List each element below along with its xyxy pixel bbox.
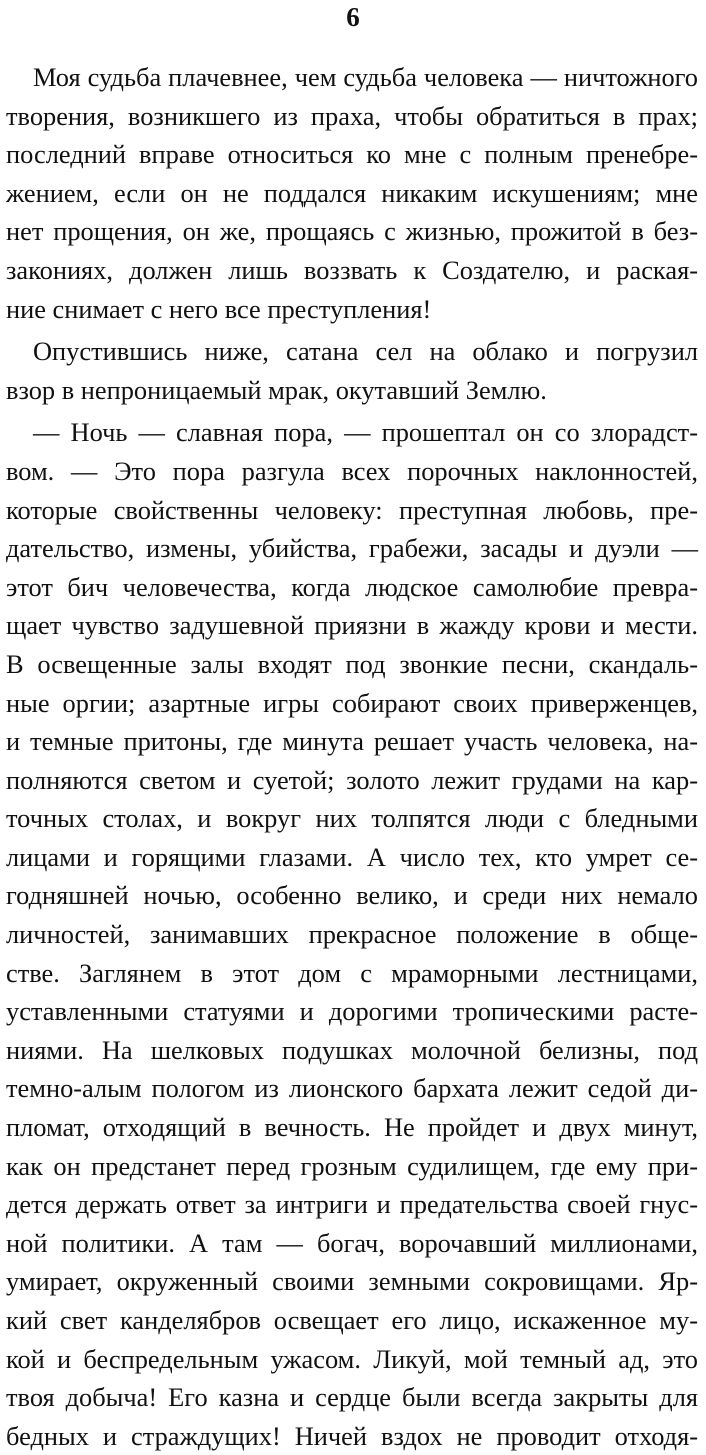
text-line: ниями. На шелковых подушках молочной белизны, под [6, 1034, 698, 1065]
text-line: точных столах, и вокруг них толпятся люди с бледными [6, 803, 698, 834]
text-line: темно-алым пологом из лионского бархата лежит седой ди- [6, 1073, 698, 1104]
text-line: кий свет канделябров освещает его лицо, искаженное му- [6, 1305, 698, 1335]
text-line: дательство, измены, убийства, грабежи, засады и дуэли — [6, 533, 698, 564]
text-line: личностей, занимавших прекрасное положение в обще- [6, 919, 698, 950]
text-line: стве. Заглянем в этот дом с мраморными лестницами, [6, 957, 698, 988]
text-line: взор в непроницаемый мрак, окутавший Землю. [6, 374, 547, 405]
text-line: В освещенные залы входят под звонкие песни, скандаль- [6, 648, 698, 679]
body-text [6, 58, 698, 1455]
text-line: годняшней ночью, особенно велико, и среди них немало [6, 880, 698, 911]
paragraph [6, 332, 698, 409]
text-line: щает чувство задушевной приязни в жажду крови и мести. [6, 610, 698, 641]
text-line: — Ночь — славная пора, — прошептал он со злорадст- [33, 417, 698, 448]
text-line: лицами и горящими глазами. А число тех, кто умрет се- [6, 841, 698, 872]
text-line: ной политики. А там — богач, ворочавший миллионами, [6, 1227, 698, 1258]
text-line: пломат, отходящий в вечность. Не пройдет и двух минут, [6, 1112, 698, 1143]
paragraph [6, 58, 698, 328]
text-line: бедных и страждущих! Ничей вздох не проводит отходя- [6, 1420, 698, 1451]
text-line: последний вправе относиться ко мне с полным пренебре- [6, 139, 698, 170]
text-line: нет прощения, он же, прощаясь с жизнью, прожитой в без- [6, 216, 698, 247]
text-line: и темные притоны, где минута решает участь человека, на- [6, 726, 698, 757]
text-line: жением, если он не поддался никаким искушениям; мне [6, 177, 698, 208]
text-line: дется держать ответ за интриги и предательства своей гнус- [6, 1189, 698, 1220]
text-line: закониях, должен лишь воззвать к Создателю, и раская- [6, 254, 698, 285]
page-number: 6 [346, 2, 360, 32]
text-line: как он предстанет перед грозным судилищем, где ему при- [6, 1150, 698, 1181]
text-line: ние снимает с него все преступления! [6, 293, 432, 324]
paragraph [6, 413, 698, 1455]
text-line: кой и беспредельным ужасом. Ликуй, мой темный ад, это [6, 1343, 698, 1374]
text-line: полняются светом и суетой; золото лежит грудами на кар- [6, 764, 698, 795]
text-line: твоя добыча! Его казна и сердце были всегда закрыты для [6, 1382, 698, 1413]
text-line: Опустившись ниже, сатана сел на облако и погрузил [33, 336, 698, 367]
text-line: уставленными статуями и дорогими тропическими расте- [6, 996, 698, 1027]
text-line: этот бич человечества, когда людское самолюбие превра- [6, 571, 698, 602]
text-line: ные оргии; азартные игры собирают своих приверженцев, [6, 687, 698, 718]
text-line: которые свойственны человеку: преступная любовь, пре- [6, 494, 698, 525]
text-line: творения, возникшего из праха, чтобы обратиться в прах; [6, 100, 698, 131]
text-line: умирает, окруженный своими земными сокровищами. Яр- [6, 1266, 698, 1297]
text-line: Моя судьба плачевнее, чем судьба человека — ничтожного [33, 62, 698, 92]
text-line: вом. — Это пора разгула всех порочных наклонностей, [6, 455, 698, 486]
